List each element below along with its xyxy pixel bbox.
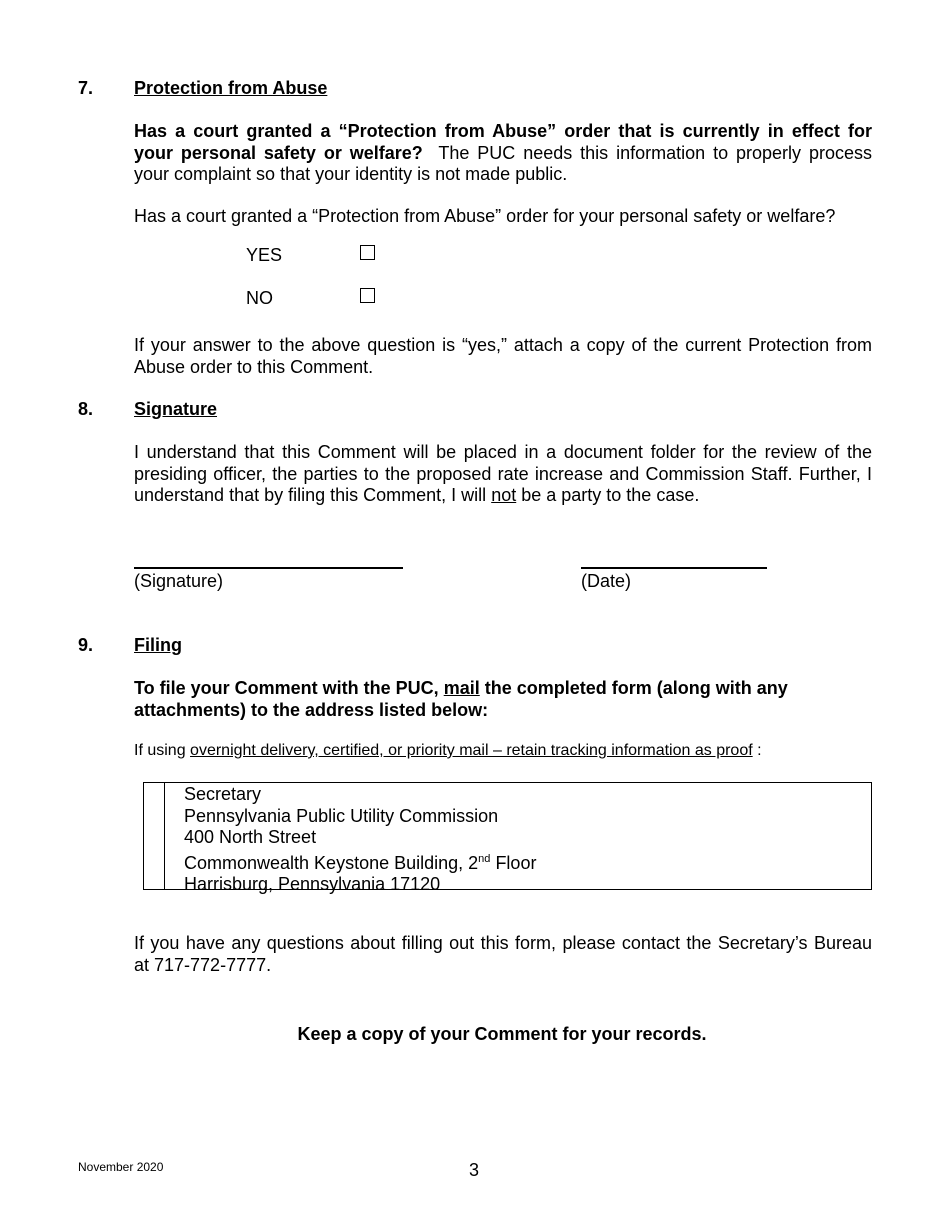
- address-line-2: Pennsylvania Public Utility Commission: [184, 805, 499, 826]
- delivery-note: [134, 742, 762, 760]
- section-8-number: 8.: [78, 399, 94, 419]
- section-7-title: Protection from Abuse: [134, 78, 328, 98]
- section-8-title: Signature: [134, 399, 218, 419]
- address-box-divider: [164, 783, 165, 889]
- signature-statement-end: be a party to the case.: [521, 485, 700, 505]
- date-label: (Date): [581, 571, 632, 591]
- signature-statement: [134, 442, 872, 507]
- address-line-4-sup: nd: [478, 852, 491, 865]
- mailing-address: [184, 784, 536, 896]
- abuse-explanation: The PUC needs this information to properly process your complaint so that your identity is not made public.: [134, 142, 872, 184]
- address-line-5: Harrisburg, Pennsylvania 17120: [184, 874, 441, 894]
- delivery-note-suffix: :: [757, 742, 762, 759]
- filing-instruction-end: the completed form (along with any attachments) to the address listed below:: [134, 678, 788, 720]
- delivery-note-underlined: overnight delivery, certified, or priority mail – retain tracking information as proof: [190, 742, 753, 759]
- signature-line[interactable]: [134, 567, 403, 569]
- section-9-title: Filing: [134, 635, 182, 655]
- filing-instruction-start: To file your Comment with the PUC,: [134, 678, 439, 698]
- filing-instruction: [134, 678, 872, 721]
- no-checkbox[interactable]: [360, 288, 375, 303]
- section-9-number: 9.: [78, 635, 94, 655]
- address-line-4-start: Commonwealth Keystone Building, 2: [184, 852, 479, 873]
- signature-statement-not: not: [491, 485, 517, 505]
- address-line-1: Secretary: [184, 784, 262, 804]
- no-label: NO: [246, 288, 273, 308]
- address-line-3: 400 North Street: [184, 827, 317, 847]
- address-line-4: [184, 849, 536, 875]
- address-box: [143, 782, 872, 894]
- date-line[interactable]: [581, 567, 767, 569]
- signature-statement-text: I understand that this Comment will be placed in a document folder for the review of the presiding officer, the parties to the proposed rate increase and Commission Staff. Further, I understand that by filing this Comment, I will: [134, 442, 872, 505]
- keep-copy-notice: Keep a copy of your Comment for your records.: [297, 1024, 707, 1044]
- yes-label: YES: [246, 245, 283, 265]
- abuse-question-bold: Has a court granted a “Protection from Abuse” order that is currently in effect for your personal safety or welfare?: [134, 121, 872, 163]
- address-line-4-end: Floor: [495, 852, 537, 873]
- section-7-number: 7.: [78, 78, 94, 98]
- abuse-attach-note: If your answer to the above question is “yes,” attach a copy of the current Protection from Abuse order to this Comment.: [134, 335, 872, 377]
- delivery-note-prefix: If using: [134, 742, 186, 759]
- abuse-question: Has a court granted a “Protection from Abuse” order for your personal safety or welfare?: [134, 206, 836, 226]
- yes-checkbox[interactable]: [360, 245, 375, 260]
- filing-instruction-mail: mail: [443, 678, 480, 698]
- contact-note: If you have any questions about filling out this form, please contact the Secretary’s Bureau at 717-772-7777.: [134, 933, 872, 975]
- page-number: 3: [469, 1160, 480, 1180]
- section-7-intro: [134, 121, 872, 186]
- footer-date: November 2020: [78, 1160, 164, 1174]
- signature-label: (Signature): [134, 571, 224, 591]
